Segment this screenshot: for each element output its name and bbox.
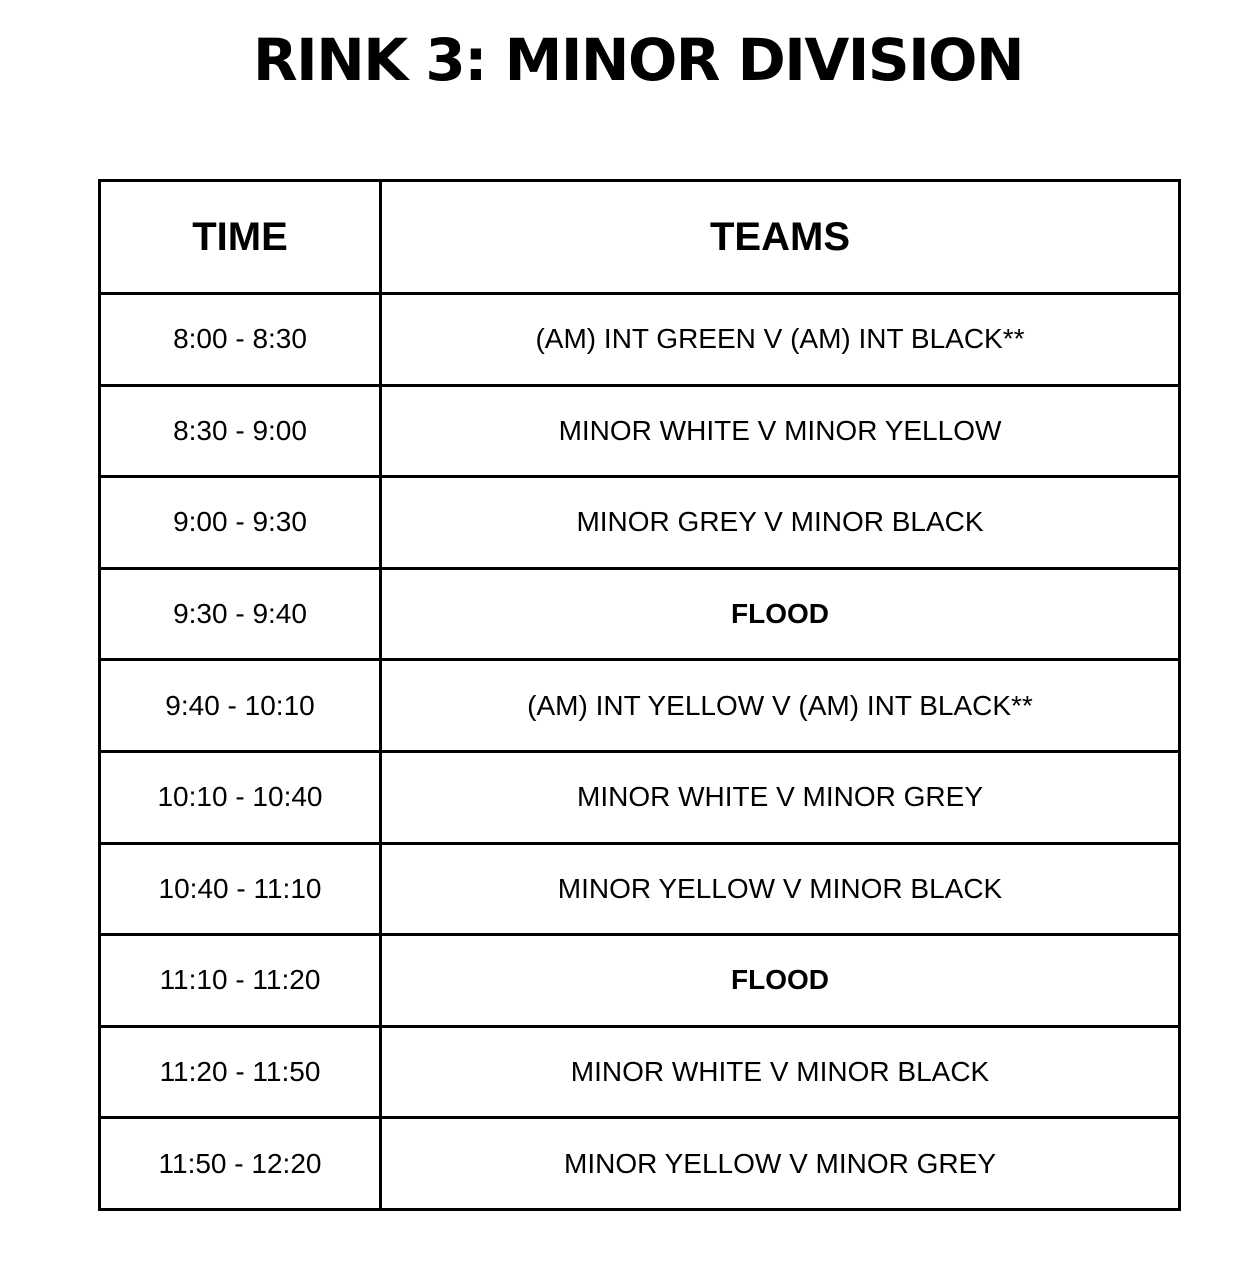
table-row (100, 1118, 1180, 1210)
time-cell: 8:00 - 8:30 (100, 294, 381, 386)
time-cell: 11:50 - 12:20 (100, 1118, 381, 1210)
time-cell: 9:00 - 9:30 (100, 477, 381, 569)
page-title: RINK 3: MINOR DIVISION (252, 26, 1024, 94)
teams-column-header: TEAMS (381, 181, 1180, 294)
teams-cell: MINOR YELLOW V MINOR GREY (381, 1118, 1180, 1210)
schedule-table (98, 179, 1181, 1211)
teams-cell: MINOR WHITE V MINOR YELLOW (381, 385, 1180, 477)
time-cell: 9:30 - 9:40 (100, 568, 381, 660)
table-row (100, 751, 1180, 843)
teams-cell: MINOR GREY V MINOR BLACK (381, 477, 1180, 569)
time-cell: 9:40 - 10:10 (100, 660, 381, 752)
table-row (100, 843, 1180, 935)
table-row (100, 935, 1180, 1027)
teams-cell: MINOR WHITE V MINOR BLACK (381, 1026, 1180, 1118)
table-row (100, 1026, 1180, 1118)
table-row (100, 660, 1180, 752)
time-cell: 10:10 - 10:40 (100, 751, 381, 843)
time-cell: 11:10 - 11:20 (100, 935, 381, 1027)
table-row (100, 568, 1180, 660)
teams-cell: FLOOD (381, 568, 1180, 660)
teams-cell: (AM) INT YELLOW V (AM) INT BLACK** (381, 660, 1180, 752)
teams-cell: MINOR YELLOW V MINOR BLACK (381, 843, 1180, 935)
teams-cell: (AM) INT GREEN V (AM) INT BLACK** (381, 294, 1180, 386)
time-column-header: TIME (100, 181, 381, 294)
time-cell: 8:30 - 9:00 (100, 385, 381, 477)
table-row (100, 294, 1180, 386)
table-row (100, 385, 1180, 477)
time-cell: 10:40 - 11:10 (100, 843, 381, 935)
teams-cell: MINOR WHITE V MINOR GREY (381, 751, 1180, 843)
table-header-row (100, 181, 1180, 294)
teams-cell: FLOOD (381, 935, 1180, 1027)
table-row (100, 477, 1180, 569)
time-cell: 11:20 - 11:50 (100, 1026, 381, 1118)
